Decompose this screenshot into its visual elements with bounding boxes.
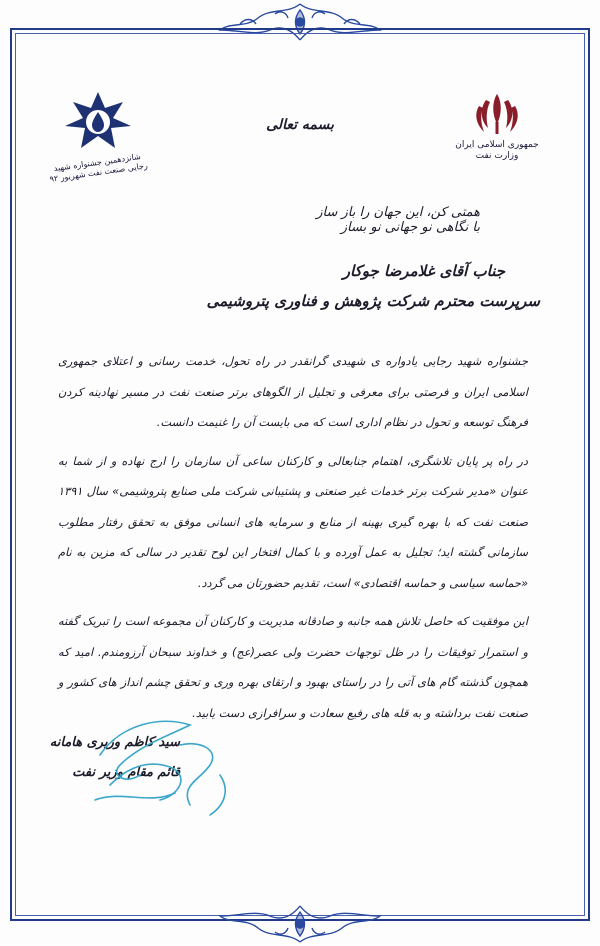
signatory-name: سید کاظم وزیری هامانه: [49, 735, 180, 750]
body-paragraph-3: این موفقیت که حاصل تلاش همه جانبه و صادقانه مدیریت و کارکنان آن مجموعه است را تبریک گفته و استمرار توفیقات را در ظل توجهات حضرت ولی عصر(عج) و خداوند سبحان آرزومندم. امید که همچون گذشته گام های آتی را در راستای بهبود و ارتقای بهره وری و تحقق چشم انداز های کشور و صنعت نفت برداشته و به قله های رفیع سعادت و سرافرازی دست یابید.: [58, 614, 528, 720]
motto-part-2: همتی کن، این جهان را باز ساز: [316, 205, 480, 220]
motto-line: [150, 205, 480, 235]
addressee-name: جناب آقای غلامرضا جوکار: [342, 262, 505, 280]
addressee-role: سرپرست محترم شرکت پژوهش و فناوری پتروشیمی: [206, 292, 540, 310]
body-paragraph-2: در راه پر پایان تلاشگری، اهتمام جنابعالی و کارکنان ساعی آن سازمان را ارج نهاده و از شما به عنوان «مدیر شرکت برتر خدمات غیر صنعتی و پشتیبانی شرکت ملی صنایع پتروشیمی» سال ۱۳۹۱ صنعت نفت که با بهره گیری بهینه از منابع و سرمایه های انسانی موفق به تحقق رفتار مطلوب سازمانی گشته اید؛ تجلیل به عمل آورده و با کمال افتخار این لوح تقدیر در سالی که مزین به نام «حماسه سیاسی و حماسه اقتصادی» است، تقدیم حضورتان می گردد.: [58, 453, 528, 590]
ministry-emblem: [452, 92, 542, 162]
ministry-caption-line1: جمهوری اسلامی ایران: [455, 140, 539, 150]
invocation-heading: بسمه تعالی: [266, 117, 334, 133]
festival-emblem: [48, 90, 149, 184]
motto-part-1: با نگاهی نو جهانی نو بساز: [340, 220, 480, 235]
ministry-caption-line2: وزارت نفت: [475, 151, 519, 161]
iran-emblem-icon: [474, 92, 520, 136]
festival-logo-icon: [61, 90, 135, 152]
signatory-title: قائم مقام وزیر نفت: [72, 765, 180, 780]
body-paragraph-1: جشنواره شهید رجایی یادواره ی شهیدی گرانقدر در راه تحول، خدمت رسانی و اعتلای جمهوری اسلامی ایران و فرصتی برای معرفی و تجلیل از الگوهای برتر صنعت نفت در مسیر نهادینه کردن فرهنگ توسعه و تحول در نظام اداری است که می بایست آن را غنیمت دانست.: [58, 354, 528, 429]
bottom-ornament: [200, 902, 400, 946]
festival-caption: شانزدهمین جشنواره شهید رجایی صنعت نفت شهریور ۹۲: [48, 151, 149, 184]
letter-body: [58, 346, 528, 728]
handwritten-signature: [80, 705, 260, 825]
